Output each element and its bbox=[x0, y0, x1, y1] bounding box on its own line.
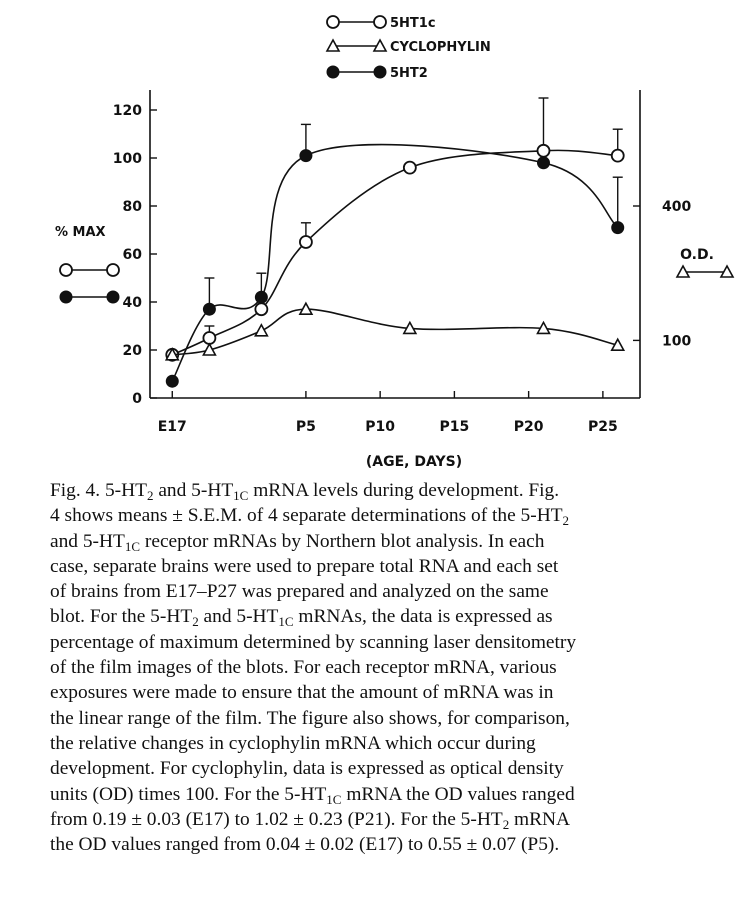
caption-line bbox=[50, 680, 724, 705]
caption-text: units (OD) times 100. For the 5-HT bbox=[50, 783, 327, 805]
caption-subscript: 1C bbox=[278, 614, 294, 630]
caption-text: and 5-HT bbox=[198, 606, 279, 628]
caption-subscript: 1C bbox=[124, 538, 141, 554]
data-point-5HT1c bbox=[300, 236, 312, 248]
caption-text: blot. For the 5-HT bbox=[50, 606, 193, 628]
caption-text: of brains from E17–P27 was prepared and analyzed on the same bbox=[50, 581, 549, 603]
data-point-5HT2 bbox=[255, 291, 267, 303]
caption-line bbox=[50, 503, 724, 528]
data-point-5HT2 bbox=[612, 222, 624, 234]
x-tick-label: P25 bbox=[588, 419, 618, 435]
caption-subscript: 2 bbox=[502, 816, 510, 832]
caption-line bbox=[50, 604, 724, 629]
caption-text: the relative changes in cyclophylin mRNA which occur during bbox=[50, 732, 536, 754]
caption-text: and 5-HT bbox=[50, 530, 125, 552]
series-line-cyclophylin bbox=[172, 309, 617, 355]
y-tick-label: 120 bbox=[112, 103, 142, 119]
data-point-5HT1c bbox=[203, 332, 215, 344]
caption-text: mRNAs, the data is expressed as bbox=[293, 606, 553, 628]
caption-text: from 0.19 ± 0.03 (E17) to 1.02 ± 0.23 (P21). For the 5-HT bbox=[50, 808, 503, 830]
caption-text: 4 shows means ± S.E.M. of 4 separate determinations of the 5-HT bbox=[50, 505, 563, 527]
series-line-5HT1c bbox=[172, 150, 617, 354]
data-point-5HT1c bbox=[612, 150, 624, 162]
data-point-5HT2 bbox=[300, 150, 312, 162]
legend-label: 5HT1c bbox=[390, 16, 436, 31]
y-tick-label: 20 bbox=[122, 343, 142, 359]
legend-label: CYCLOPHYLIN bbox=[390, 40, 491, 55]
caption-text: development. For cyclophylin, data is expressed as optical density bbox=[50, 758, 564, 780]
caption-line bbox=[50, 731, 724, 756]
caption-subscript: 2 bbox=[562, 513, 570, 529]
x-tick-label: P20 bbox=[513, 419, 544, 435]
y-tick-label: 40 bbox=[122, 295, 142, 311]
figure-caption bbox=[50, 478, 724, 857]
caption-text: receptor mRNAs by Northern blot analysis. In each bbox=[140, 530, 545, 552]
caption-text: mRNA bbox=[509, 808, 571, 830]
data-point-5HT1c bbox=[255, 303, 267, 315]
data-point-5HT1c bbox=[537, 145, 549, 157]
y-axis-right-label: O.D. bbox=[680, 247, 714, 263]
legend bbox=[327, 16, 491, 81]
series-group bbox=[166, 98, 623, 387]
y-right-tick-label: 400 bbox=[662, 199, 692, 215]
side-key-marker bbox=[60, 264, 72, 276]
caption-line bbox=[50, 630, 724, 655]
legend-marker bbox=[327, 16, 339, 28]
legend-marker bbox=[327, 66, 339, 78]
series-cyclophylin bbox=[166, 303, 623, 360]
series-5HT2 bbox=[166, 124, 623, 387]
caption-text: exposures were made to ensure that the amount of mRNA was in bbox=[50, 682, 554, 704]
data-point-5HT2 bbox=[537, 157, 549, 169]
y-tick-label: 80 bbox=[122, 199, 142, 215]
legend-marker bbox=[374, 16, 386, 28]
y-tick-label: 100 bbox=[112, 151, 142, 167]
data-point-5HT1c bbox=[404, 162, 416, 174]
caption-text: the linear range of the film. The figure also shows, for comparison, bbox=[50, 707, 570, 729]
x-tick-label: E17 bbox=[157, 419, 187, 435]
caption-line bbox=[50, 529, 724, 554]
x-axis-label: (AGE, DAYS) bbox=[365, 454, 463, 470]
caption-text: mRNA levels during development. Fig. bbox=[248, 480, 560, 501]
caption-subscript: 1C bbox=[233, 488, 249, 503]
caption-subscript: 2 bbox=[146, 488, 154, 503]
side-key-marker bbox=[107, 264, 119, 276]
caption-subscript: 2 bbox=[192, 614, 199, 630]
axes bbox=[113, 90, 692, 435]
x-tick-label: P15 bbox=[439, 419, 470, 435]
side-keys bbox=[60, 264, 733, 303]
side-key-marker bbox=[107, 291, 119, 303]
side-key-marker bbox=[60, 291, 72, 303]
y-right-tick-label: 100 bbox=[662, 333, 692, 350]
caption-line bbox=[50, 554, 724, 579]
data-point-cyclophylin bbox=[255, 325, 267, 336]
legend-marker bbox=[374, 66, 386, 78]
caption-line bbox=[50, 832, 724, 857]
series-5HT1c bbox=[166, 98, 623, 361]
caption-line bbox=[50, 756, 724, 781]
caption-line bbox=[50, 478, 724, 503]
caption-line bbox=[50, 655, 724, 680]
data-point-5HT2 bbox=[203, 303, 215, 315]
y-tick-label: 60 bbox=[122, 247, 142, 263]
caption-text: case, separate brains were used to prepare total RNA and each set bbox=[50, 555, 559, 577]
caption-text: and 5-HT bbox=[153, 480, 234, 501]
legend-label: 5HT2 bbox=[390, 66, 428, 81]
y-tick-label: 0 bbox=[132, 391, 142, 407]
caption-text: of the film images of the blots. For each receptor mRNA, various bbox=[50, 657, 557, 679]
caption-line bbox=[50, 579, 724, 604]
y-axis-left-label: % MAX bbox=[55, 225, 106, 240]
x-tick-label: P10 bbox=[365, 419, 396, 435]
x-tick-label: P5 bbox=[295, 419, 316, 435]
caption-subscript: 1C bbox=[326, 791, 342, 807]
series-line-5HT2 bbox=[172, 145, 617, 382]
caption-line bbox=[50, 782, 724, 807]
caption-line bbox=[50, 706, 724, 731]
caption-line bbox=[50, 807, 724, 832]
caption-text: mRNA the OD values ranged bbox=[341, 783, 575, 805]
data-point-5HT2 bbox=[166, 375, 178, 387]
caption-text: the OD values ranged from 0.04 ± 0.02 (E17) to 0.55 ± 0.07 (P5). bbox=[50, 834, 560, 856]
caption-text: Fig. 4. 5-HT bbox=[50, 480, 147, 501]
caption-text: percentage of maximum determined by scanning laser densitometry bbox=[50, 631, 577, 653]
